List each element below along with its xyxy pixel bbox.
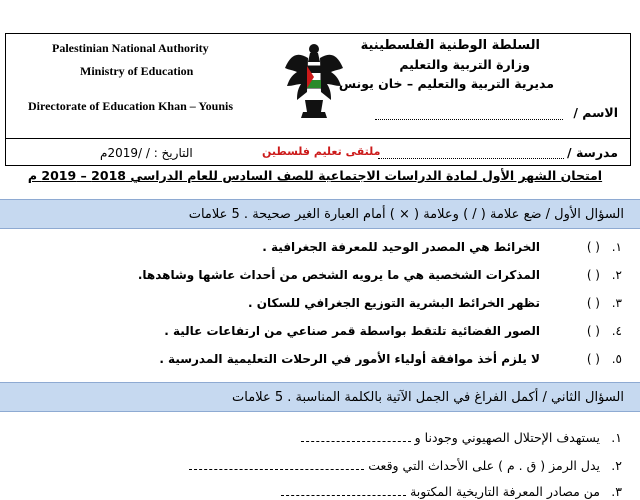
q2-band: [0, 382, 640, 412]
q1-item-num: ٤.: [611, 324, 622, 338]
q1-answer-paren[interactable]: ( ): [586, 240, 600, 254]
header-ar-authority: السلطة الوطنية الفلسطينية: [360, 38, 540, 53]
q1-item-3: [248, 296, 622, 310]
name-label: الاسم /: [573, 105, 618, 120]
q1-title: السؤال الأول / ضع علامة ( / ) وعلامة ( × ) أمام العبارة الغير صحيحة . 5 علامات: [188, 207, 624, 222]
header-divider: [5, 138, 631, 139]
q2-item-2: [189, 458, 622, 473]
watermark-text: ملتقى تعليم فلسطين: [262, 145, 381, 158]
q1-item-text: لا يلزم أخذ موافقة أولياء الأمور في الرحلات التعليمية المدرسية .: [159, 352, 540, 366]
q2-item-text: من مصادر المعرفة التاريخية المكتوبة: [410, 484, 600, 499]
q1-item-text: الخرائط هي المصدر الوحيد للمعرفة الجغرافية .: [262, 240, 540, 254]
q2-item-num: ٣.: [611, 484, 622, 499]
header-ar-directorate: مديرية التربية والتعليم – خان يونس: [338, 76, 554, 91]
exam-title: امتحان الشهر الأول لمادة الدراسات الاجتماعية للصف السادس للعام الدراسي 2018 – 2019 م: [27, 168, 603, 183]
date-label: التاريخ : / /2019م: [100, 146, 193, 160]
header-en-authority: Palestinian National Authority: [52, 41, 209, 55]
name-field[interactable]: [375, 119, 563, 120]
q2-title: السؤال الثاني / أكمل الفراغ في الجمل الآتية بالكلمة المناسبة . 5 علامات: [232, 390, 624, 405]
q1-item-text: المذكرات الشخصية هي ما يرويه الشخص من أحداث عاشها وشاهدها.: [137, 268, 540, 282]
q1-answer-paren[interactable]: ( ): [586, 352, 600, 366]
q1-band: [0, 199, 640, 229]
header-en-ministry: Ministry of Education: [80, 64, 194, 78]
school-label: مدرسة /: [567, 145, 618, 160]
q1-item-4: [164, 324, 622, 338]
q1-item-num: ٣.: [611, 296, 622, 310]
q2-item-3: [281, 484, 622, 499]
q2-blank-field[interactable]: [189, 459, 364, 470]
q1-answer-paren[interactable]: ( ): [586, 268, 600, 282]
q2-item-num: ١.: [611, 430, 622, 445]
header-en-directorate: Directorate of Education Khan – Younis: [28, 99, 234, 113]
q1-item-num: ١.: [611, 240, 622, 254]
q1-item-num: ٢.: [611, 268, 622, 282]
q1-item-5: [159, 352, 622, 366]
q2-blank-field[interactable]: [301, 431, 411, 442]
q2-item-text: يدل الرمز ( ق . م ) على الأحداث التي وقعت: [368, 458, 600, 473]
palestine-eagle-emblem: [283, 40, 345, 122]
q1-answer-paren[interactable]: ( ): [586, 324, 600, 338]
q1-item-text: تظهر الخرائط البشرية التوزيع الجغرافي للسكان .: [248, 296, 540, 310]
q1-item-2: [138, 268, 622, 282]
q1-item-num: ٥.: [611, 352, 622, 366]
q1-item-text: الصور الفضائية تلتقط بواسطة قمر صناعي من ارتفاعات عالية .: [164, 324, 540, 338]
q2-blank-field[interactable]: [281, 485, 406, 496]
school-field[interactable]: [378, 158, 564, 159]
q2-item-num: ٢.: [611, 458, 622, 473]
q2-item-1: [301, 430, 622, 445]
q1-answer-paren[interactable]: ( ): [586, 296, 600, 310]
q2-item-text: يستهدف الإحتلال الصهيوني وجودنا و: [414, 430, 600, 445]
q1-item-1: [262, 240, 622, 254]
header-ar-ministry: وزارة التربية والتعليم: [399, 57, 530, 72]
